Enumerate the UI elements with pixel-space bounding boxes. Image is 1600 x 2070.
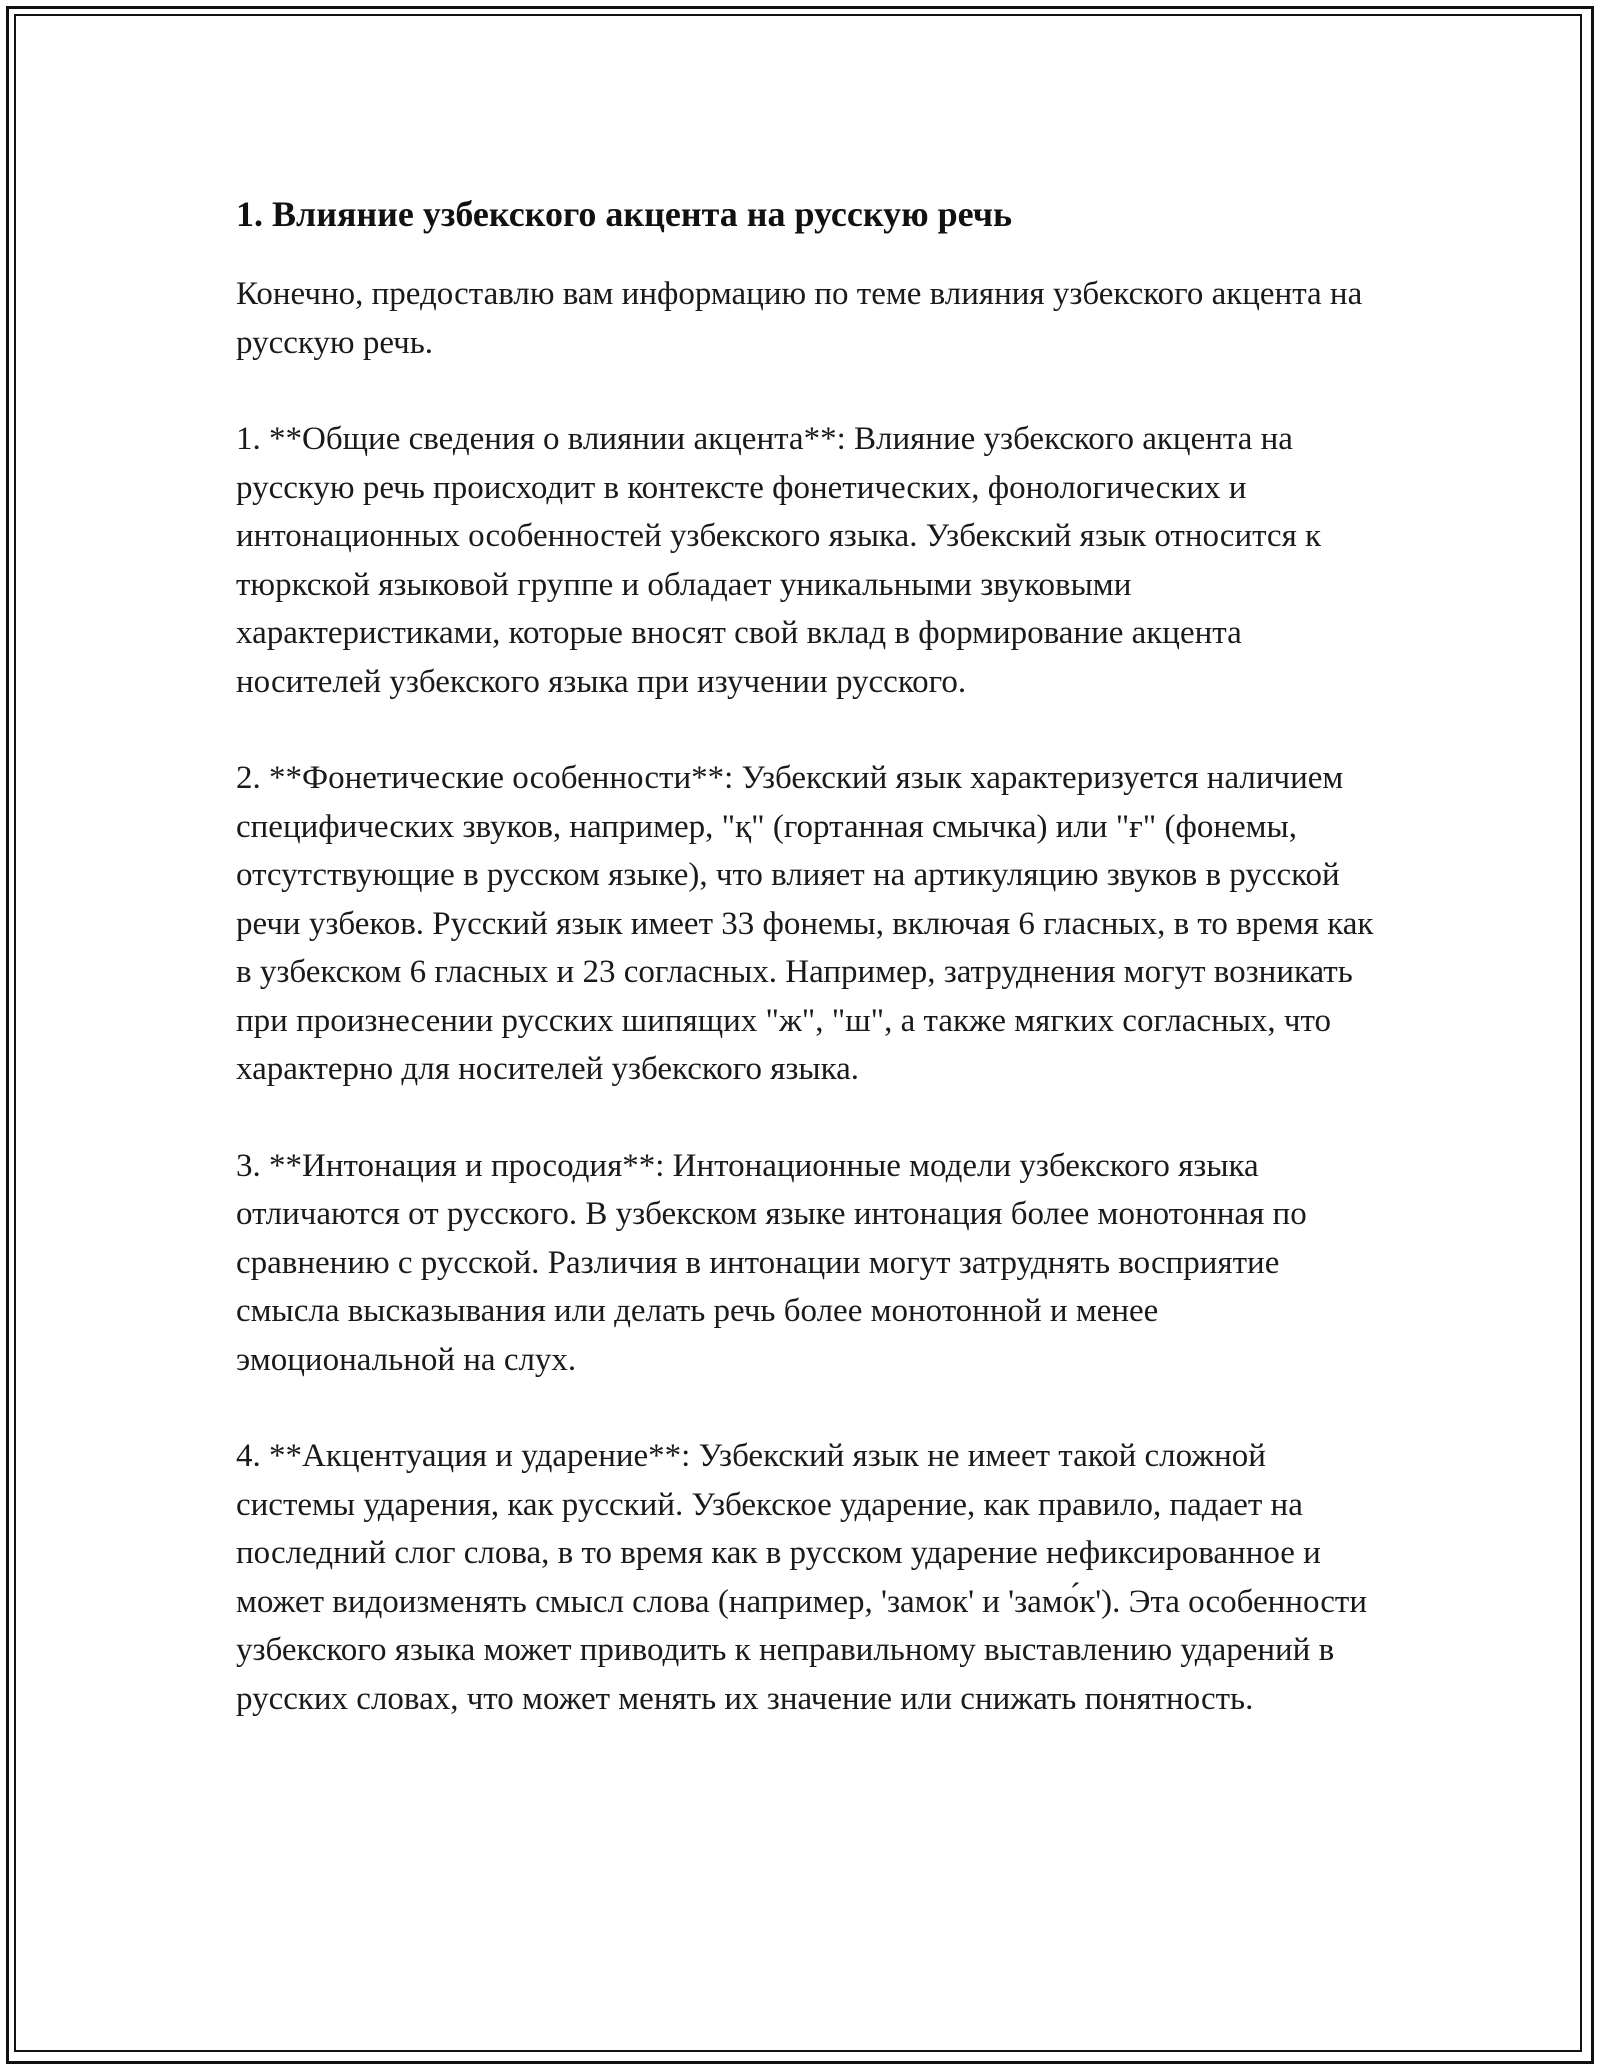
section-general-info: 1. **Общие сведения о влиянии акцента**: Влияние узбекского акцента на русскую речь происходит в контексте фонетических, фонологических и интонационных особенностей узбекского языка. Узбекский язык относится к тюркской языковой группе и обладает уникальными звуковыми характеристиками, которые вносят свой вклад в формирование акцента носителей узбекского языка при изучении русского.: [236, 421, 1322, 700]
document-title: 1. Влияние узбекского акцента на русскую речь: [236, 194, 1013, 234]
section-phonetic-features: 2. **Фонетические особенности**: Узбекский язык характеризуется наличием специфических звуков, например, "қ" (гортанная смычка) или "ғ" (фонемы, отсутствующие в русском языке), что влияет на артикуляцию звуков в русской речи узбеков. Русский язык имеет 33 фонемы, включая 6 гласных, в то время как в узбекском 6 гласных и 23 согласных. Например, затруднения могут возникать при произнесении русских шипящих "ж", "ш", а также мягких согласных, что характерно для носителей узбекского языка.: [236, 760, 1374, 1087]
intro-paragraph: Конечно, предоставлю вам информацию по теме влияния узбекского акцента на русскую речь.: [236, 276, 1363, 361]
section-accentuation-stress: 4. **Акцентуация и ударение**: Узбекский язык не имеет такой сложной системы ударения, как русский. Узбекское ударение, как правило, падает на последний слог слова, в то время как в русском ударение нефиксированное и может видоизменять смысл слова (например, 'замок' и 'замо́к'). Эта особенности узбекского языка может приводить к неправильному выставлению ударений в русских словах, что может менять их значение или снижать понятность.: [236, 1438, 1368, 1717]
section-intonation-prosody: 3. **Интонация и просодия**: Интонационные модели узбекского языка отличаются от русского. В узбекском языке интонация более монотонная по сравнению с русской. Различия в интонации могут затруднять восприятие смысла высказывания или делать речь более монотонной и менее эмоциональной на слух.: [236, 1147, 1307, 1378]
document-body: [236, 186, 1376, 1771]
